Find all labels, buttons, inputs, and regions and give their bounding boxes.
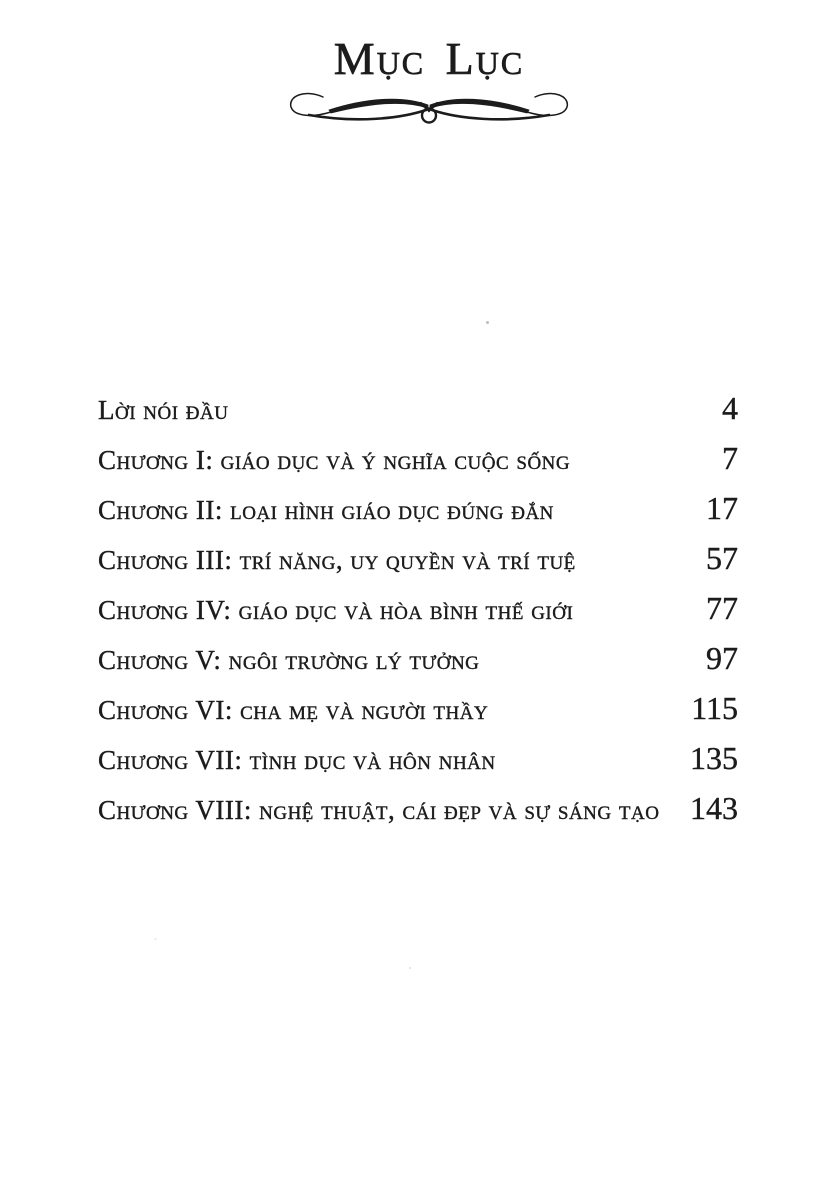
toc-entry <box>98 592 738 642</box>
toc-entry-label: Chương I: giáo dục và ý nghĩa cuộc sống <box>98 445 571 475</box>
toc-entry-page: 77 <box>706 590 738 626</box>
toc-entry-label: Lời nói đầu <box>98 395 229 425</box>
toc-entry-label: Chương VI: cha mẹ và người thầy <box>98 695 489 725</box>
toc-entry-page: 143 <box>690 790 738 826</box>
toc-entry-page: 57 <box>706 540 738 576</box>
page-title: Mục Lục <box>333 33 525 84</box>
toc-entry-label: Chương V: ngôi trường lý tưởng <box>98 645 480 675</box>
toc-entry <box>98 642 738 692</box>
toc-entry <box>98 492 738 542</box>
toc-list <box>98 392 738 842</box>
toc-entry-label: Chương III: trí năng, uy quyền và trí tuệ <box>98 545 576 575</box>
page-header <box>13 33 832 128</box>
toc-entry-label: Chương II: loại hình giáo dục đúng đắn <box>98 495 554 525</box>
toc-entry-page: 135 <box>690 740 738 776</box>
flourish-divider-icon <box>281 88 577 128</box>
toc-entry-label: Chương VIII: nghệ thuật, cái đẹp và sự sáng tạo <box>98 795 660 825</box>
scan-speck <box>409 967 411 969</box>
scan-speck <box>154 938 157 940</box>
toc-entry-label: Chương VII: tình dục và hôn nhân <box>98 745 496 775</box>
toc-entry <box>98 692 738 742</box>
toc-entry-page: 97 <box>706 640 738 676</box>
toc-entry <box>98 792 738 842</box>
toc-entry <box>98 742 738 792</box>
toc-entry-page: 4 <box>722 390 738 426</box>
toc-entry-page: 17 <box>706 490 738 526</box>
toc-entry <box>98 442 738 492</box>
scan-speck <box>486 321 489 324</box>
toc-entry-label: Chương IV: giáo dục và hòa bình thế giới <box>98 595 574 625</box>
toc-entry-page: 7 <box>722 440 738 476</box>
toc-entry <box>98 542 738 592</box>
toc-entry <box>98 392 738 442</box>
toc-entry-page: 115 <box>691 690 738 726</box>
